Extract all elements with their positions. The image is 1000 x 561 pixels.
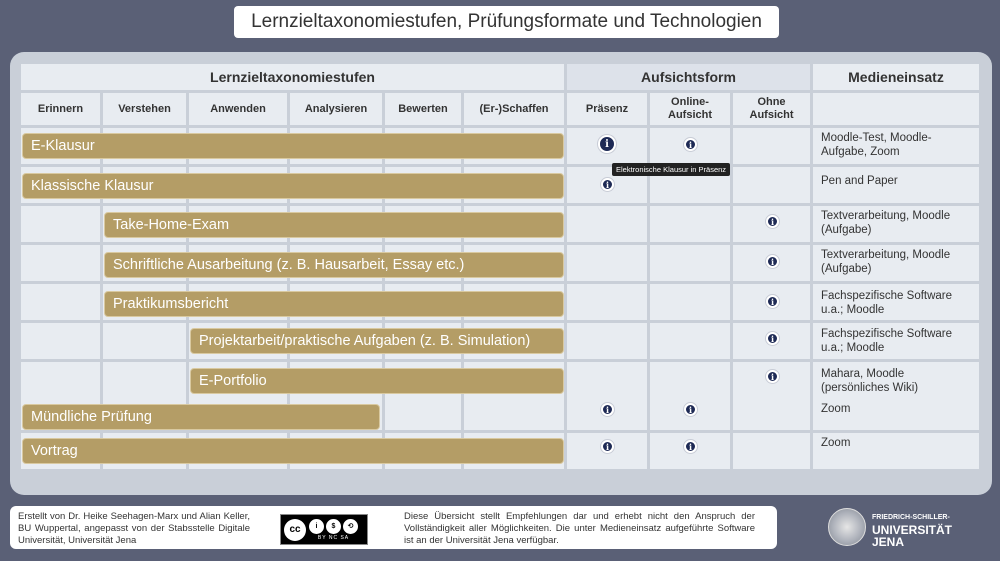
info-icon[interactable]: i (766, 332, 779, 345)
level-erinnern: Erinnern (21, 93, 100, 125)
level-erschaffen: (Er-)Schaffen (464, 93, 564, 125)
grid-cell (733, 167, 810, 203)
info-icon[interactable]: i (601, 178, 614, 191)
grid-cell (650, 245, 730, 281)
format-projektarbeit[interactable]: Projektarbeit/praktische Aufgaben (z. B. Simulation) (190, 328, 564, 354)
cc-license-badge[interactable] (280, 514, 368, 545)
grid-cell (21, 323, 100, 359)
media-vortrag: Zoom (821, 437, 851, 449)
format-e-klausur[interactable]: E-Klausur (22, 133, 564, 159)
cc-icon: cc (284, 519, 306, 541)
media-praktikumsbericht: Fachspezifische Software u.a.; Moodle (821, 290, 953, 316)
media-take-home-exam: Textverarbeitung, Moodle (Aufgabe) (821, 210, 951, 236)
format-e-portfolio[interactable]: E-Portfolio (190, 368, 564, 394)
media-muendliche-pruefung: Zoom (821, 403, 851, 415)
supervision-online: Online- Aufsicht (650, 93, 730, 125)
level-analysieren: Analysieren (290, 93, 382, 125)
grid-cell (385, 398, 461, 430)
supervision-praesenz: Präsenz (567, 93, 647, 125)
footer-credits: Erstellt von Dr. Heike Seehagen-Marx und Alian Keller, BU Wuppertal, angepasst von der Stabsstelle Digitale Universität, Universität Jena (18, 511, 250, 546)
by-icon: i (309, 519, 324, 534)
media-schriftliche-ausarbeitung: Textverarbeitung, Moodle (Aufgabe) (821, 249, 951, 275)
header-media: Medieneinsatz (813, 64, 979, 90)
university-line1: FRIEDRICH-SCHILLER- (872, 514, 950, 521)
grid-cell (567, 323, 647, 359)
university-line3: JENA (872, 535, 905, 549)
header-supervision: Aufsichtsform (567, 64, 810, 90)
grid-cell (650, 206, 730, 242)
grid-cell (567, 284, 647, 320)
info-icon[interactable]: i (598, 135, 616, 153)
grid-cell (733, 128, 810, 164)
university-seal-icon (828, 508, 866, 546)
level-verstehen: Verstehen (103, 93, 186, 125)
info-icon[interactable]: i (766, 370, 779, 383)
info-icon[interactable]: i (684, 138, 697, 151)
grid-cell (103, 323, 186, 359)
page-title: Lernzieltaxonomiestufen, Prüfungsformate und Technologien (234, 6, 779, 38)
supervision-none: Ohne Aufsicht (733, 93, 810, 125)
media-e-portfolio: Mahara, Moodle (persönliches Wiki) (821, 368, 919, 394)
grid-cell (650, 323, 730, 359)
nc-icon: $ (326, 519, 341, 534)
university-logo[interactable] (872, 512, 952, 548)
info-icon[interactable]: i (601, 403, 614, 416)
university-line2: UNIVERSITÄT (872, 523, 953, 537)
grid-cell (733, 433, 810, 469)
info-icon[interactable]: i (684, 440, 697, 453)
media-projektarbeit: Fachspezifische Software u.a.; Moodle (821, 328, 953, 354)
format-klassische-klausur[interactable]: Klassische Klausur (22, 173, 564, 199)
media-e-klausur: Moodle-Test, Moodle-Aufgabe, Zoom (821, 132, 932, 158)
format-muendliche-pruefung[interactable]: Mündliche Prüfung (22, 404, 380, 430)
grid-cell (567, 362, 647, 398)
info-icon[interactable]: i (601, 440, 614, 453)
license-label: BY NC SA (317, 534, 350, 541)
info-icon[interactable]: i (766, 215, 779, 228)
grid-cell (21, 245, 100, 281)
header-taxonomy: Lernzieltaxonomiestufen (21, 64, 564, 90)
level-bewerten: Bewerten (385, 93, 461, 125)
format-vortrag[interactable]: Vortrag (22, 438, 564, 464)
format-praktikumsbericht[interactable]: Praktikumsbericht (104, 291, 564, 317)
media-klassische-klausur: Pen and Paper (821, 175, 898, 187)
level-anwenden: Anwenden (189, 93, 287, 125)
info-icon[interactable]: i (766, 255, 779, 268)
format-schriftliche-ausarbeitung[interactable]: Schriftliche Ausarbeitung (z. B. Hausarbeit, Essay etc.) (104, 252, 564, 278)
grid-cell (21, 362, 100, 398)
sa-icon: ⟲ (343, 519, 358, 534)
grid-cell (21, 206, 100, 242)
grid-cell (567, 206, 647, 242)
media-subheader (813, 93, 979, 125)
footer-disclaimer: Diese Übersicht stellt Empfehlungen dar und erhebt nicht den Anspruch der Vollständigkeit aller Möglichkeiten. Die unter Medieneinsatz aufgeführte Software ist an der Universität Jena verfügbar. (404, 511, 755, 546)
grid-cell (21, 284, 100, 320)
format-take-home-exam[interactable]: Take-Home-Exam (104, 212, 564, 238)
grid-cell (733, 398, 810, 430)
grid-cell (650, 362, 730, 398)
grid-cell (464, 398, 564, 430)
grid-cell (650, 284, 730, 320)
grid-cell (567, 245, 647, 281)
info-icon[interactable]: i (684, 403, 697, 416)
info-icon[interactable]: i (766, 295, 779, 308)
tooltip-e-klausur-praesenz: Elektronische Klausur in Präsenz (612, 163, 730, 176)
grid-cell (103, 362, 186, 398)
